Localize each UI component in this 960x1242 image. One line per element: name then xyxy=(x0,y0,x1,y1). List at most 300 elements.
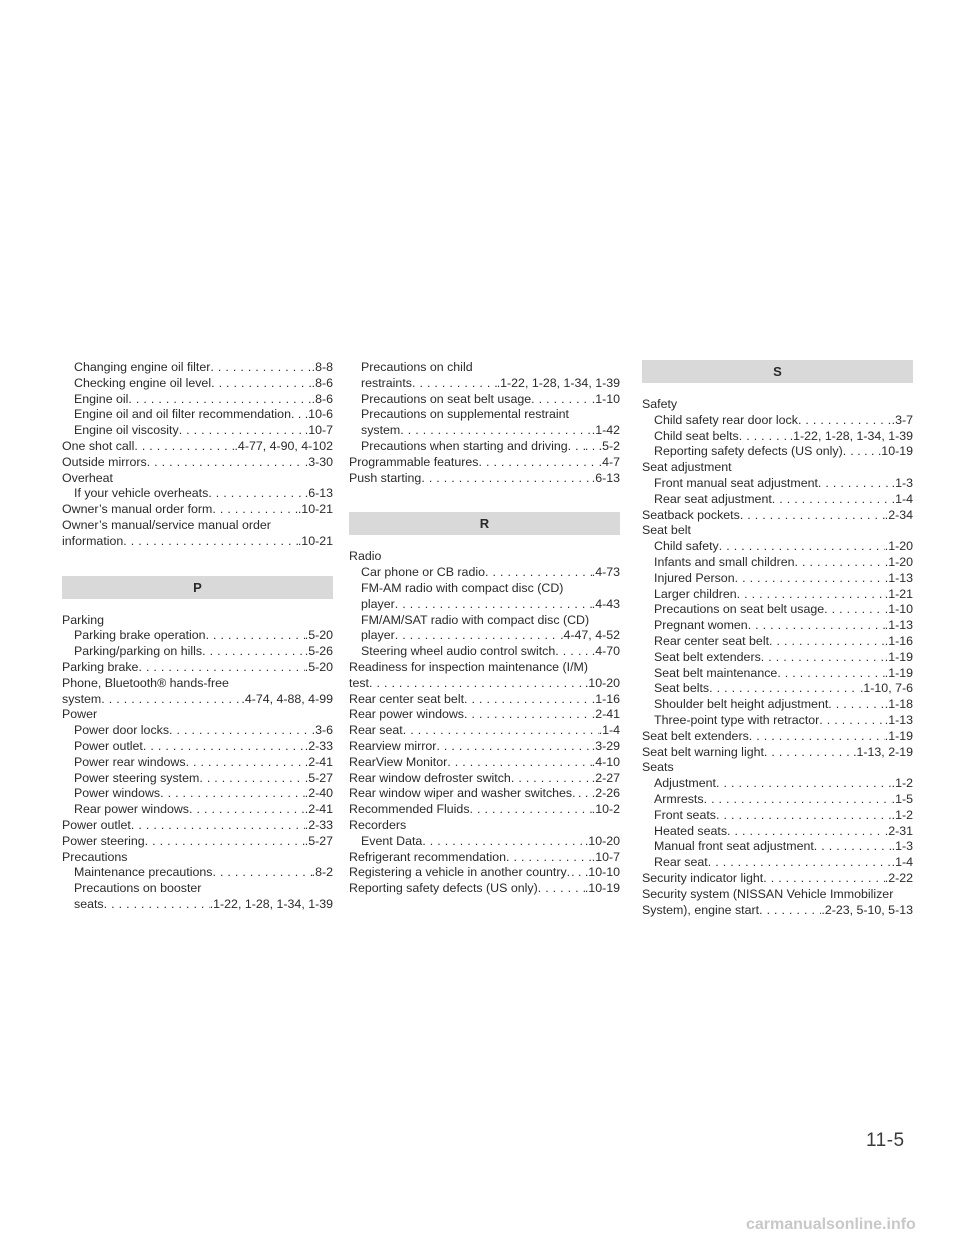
index-entry xyxy=(349,707,620,723)
dot-leader xyxy=(777,666,884,682)
index-entry xyxy=(62,707,333,723)
entry-label: Shoulder belt height adjustment xyxy=(654,697,829,712)
entry-page-ref: .8-8 xyxy=(311,360,333,374)
entry-label: Refrigerant recommendation xyxy=(349,849,507,864)
entry-page-ref: .1-3 xyxy=(891,475,913,490)
index-entry xyxy=(62,834,333,850)
entry-label: Security indicator light xyxy=(642,870,764,885)
index-entry xyxy=(349,786,620,802)
entry-page-ref: . .10-6 xyxy=(297,407,333,422)
entry-label: Power outlet xyxy=(74,738,143,753)
index-entry xyxy=(642,555,913,571)
index-entry xyxy=(62,818,333,834)
index-entry xyxy=(62,360,333,376)
entry-label: Safety xyxy=(642,397,678,411)
entry-label: Three-point type with retractor xyxy=(654,712,820,727)
index-entry xyxy=(642,776,913,792)
entry-label: Child safety xyxy=(654,539,719,554)
index-entry xyxy=(62,471,333,487)
entry-label: Power door locks xyxy=(74,723,170,738)
entry-label: Adjustment xyxy=(654,776,716,791)
entry-label: Parking brake operation xyxy=(74,628,206,643)
entry-page-ref: .8-6 xyxy=(311,391,333,406)
index-entry xyxy=(642,713,913,729)
entry-page-ref: .8-2 xyxy=(311,865,333,880)
dot-leader xyxy=(212,865,311,881)
entry-page-ref: .1-13, 2-19 xyxy=(853,744,913,759)
index-entry xyxy=(642,618,913,634)
entry-label: Engine oil viscosity xyxy=(74,423,179,438)
entry-page-ref: .2-23, 5-10, 5-13 xyxy=(821,902,913,917)
entry-page-ref: .2-22 xyxy=(884,870,913,885)
dot-leader xyxy=(772,492,892,508)
index-entry xyxy=(349,581,620,597)
dot-leader xyxy=(208,486,304,502)
entry-label: Precautions on booster xyxy=(74,881,202,896)
section-gap xyxy=(62,599,333,613)
entry-page-ref: .10-21 xyxy=(297,533,333,548)
entry-label: Larger children xyxy=(654,586,737,601)
entry-page-ref: .1-13 xyxy=(884,618,913,633)
entry-page-ref: .3-29 xyxy=(591,738,620,753)
entry-label: Front manual seat adjustment xyxy=(654,475,818,490)
dot-leader xyxy=(478,455,598,471)
dot-leader xyxy=(737,587,885,603)
dot-leader xyxy=(828,697,884,713)
index-entry xyxy=(349,565,620,581)
entry-page-ref: .1-22, 1-28, 1-34, 1-39 xyxy=(789,428,913,443)
dot-leader xyxy=(843,444,858,460)
index-entry xyxy=(642,571,913,587)
index-entry xyxy=(62,692,333,708)
entry-label: Maintenance precautions xyxy=(74,865,213,880)
section-gap xyxy=(642,383,913,397)
entry-label: FM/AM/SAT radio with compact disc (CD) xyxy=(361,612,590,627)
index-entry xyxy=(642,429,913,445)
entry-label: Seat belts xyxy=(654,681,710,696)
dot-leader xyxy=(824,602,885,618)
index-entry xyxy=(642,808,913,824)
dot-leader xyxy=(814,839,892,855)
entry-label: Push starting xyxy=(349,470,422,485)
entry-page-ref: .1-19 xyxy=(884,728,913,743)
entry-label: Seatback pockets xyxy=(642,507,740,522)
entry-page-ref: .5-20 xyxy=(304,628,333,643)
section-gap xyxy=(349,486,620,512)
entry-label: Reporting safety defects (US only) xyxy=(654,444,843,459)
section-gap xyxy=(349,535,620,549)
index-entry xyxy=(349,881,620,897)
entry-label: Phone, Bluetooth® hands-free xyxy=(62,675,229,690)
entry-label: One shot call xyxy=(62,438,135,453)
entry-label: Precautions on seat belt usage xyxy=(361,391,532,406)
dot-leader xyxy=(400,423,592,439)
entry-label: Seat belt maintenance xyxy=(654,665,778,680)
entry-page-ref: .3-6 xyxy=(311,723,333,738)
dot-leader xyxy=(464,707,592,723)
entry-page-ref: .1-10, 7-6 xyxy=(859,681,913,696)
entry-page-ref: .3-30 xyxy=(304,454,333,469)
index-entry xyxy=(349,549,620,565)
entry-label: Precautions on seat belt usage xyxy=(654,602,825,617)
entry-label: Rearview mirror xyxy=(349,738,437,753)
entry-page-ref: .10-19 xyxy=(584,881,620,896)
dot-leader xyxy=(147,455,305,471)
entry-label: Parking/parking on hills xyxy=(74,644,203,659)
index-entry xyxy=(349,771,620,787)
entry-page-ref: .2-31 xyxy=(884,823,913,838)
index-entry xyxy=(642,697,913,713)
index-entry xyxy=(62,802,333,818)
entry-label: seats xyxy=(74,896,104,911)
entry-label: Precautions xyxy=(62,849,128,864)
index-entry xyxy=(349,660,620,676)
entry-label: Registering a vehicle in another country xyxy=(349,865,567,880)
entry-label: Changing engine oil filter xyxy=(74,360,211,374)
dot-leader xyxy=(798,413,892,429)
index-entry xyxy=(62,755,333,771)
dot-leader xyxy=(395,628,560,644)
entry-label: Seat adjustment xyxy=(642,460,732,475)
index-entry xyxy=(349,834,620,850)
entry-label: RearView Monitor xyxy=(349,754,448,769)
index-entry xyxy=(642,460,913,476)
entry-page-ref: .1-10 xyxy=(591,391,620,406)
dot-leader xyxy=(716,776,892,792)
index-entry xyxy=(62,739,333,755)
index-entry xyxy=(642,539,913,555)
index-entry xyxy=(642,887,913,903)
index-entry xyxy=(349,613,620,629)
entry-label: Owner’s manual order form xyxy=(62,502,213,517)
index-entry xyxy=(62,392,333,408)
index-entry xyxy=(62,644,333,660)
entry-label: Parking xyxy=(62,612,105,627)
index-entry xyxy=(349,723,620,739)
entry-page-ref: .1-42 xyxy=(591,423,620,438)
index-entry xyxy=(62,518,333,534)
watermark-text: carmanualsonline.info xyxy=(746,1216,916,1233)
entry-page-ref: .5-27 xyxy=(304,770,333,785)
dot-leader xyxy=(819,713,884,729)
entry-label: Rear power windows xyxy=(74,802,190,817)
entry-label: player xyxy=(361,628,395,643)
entry-label: Owner’s manual/service manual order xyxy=(62,517,271,532)
entry-page-ref: . . .2-26 xyxy=(577,786,620,801)
entry-label: Programmable features xyxy=(349,454,479,469)
entry-page-ref: .1-3 xyxy=(891,839,913,854)
index-entry xyxy=(349,439,620,455)
index-entry xyxy=(349,644,620,660)
index-entry xyxy=(62,407,333,423)
entry-page-ref: .4-7 xyxy=(598,454,620,469)
entry-label: system xyxy=(361,423,401,438)
dot-leader xyxy=(206,628,305,644)
dot-leader xyxy=(143,739,305,755)
entry-page-ref: .10-20 xyxy=(584,675,620,690)
dot-leader xyxy=(369,676,585,692)
entry-label: Rear center seat belt xyxy=(349,691,465,706)
index-entry xyxy=(62,439,333,455)
entry-page-ref: . . .5-2 xyxy=(584,438,620,453)
dot-leader xyxy=(739,429,790,445)
dot-leader xyxy=(470,802,592,818)
index-entry xyxy=(642,413,913,429)
entry-page-ref: .5-20 xyxy=(304,659,333,674)
index-entry xyxy=(349,865,620,881)
entry-label: Seat belt extenders xyxy=(654,649,761,664)
dot-leader xyxy=(727,824,885,840)
index-entry xyxy=(62,865,333,881)
dot-leader xyxy=(447,755,592,771)
index-entry xyxy=(62,897,333,913)
entry-label: Seat belt xyxy=(642,523,691,538)
dot-leader xyxy=(464,692,592,708)
dot-leader xyxy=(101,692,241,708)
dot-leader xyxy=(403,723,599,739)
index-entry xyxy=(642,602,913,618)
entry-label: Outside mirrors xyxy=(62,454,147,469)
entry-page-ref: .1-5 xyxy=(891,791,913,806)
entry-label: System), engine start xyxy=(642,902,760,917)
index-entry xyxy=(349,676,620,692)
index-entry xyxy=(62,676,333,692)
entry-page-ref: .1-10 xyxy=(884,602,913,617)
dot-leader xyxy=(422,834,585,850)
entry-page-ref: .1-22, 1-28, 1-34, 1-39 xyxy=(496,375,620,390)
index-entry xyxy=(642,760,913,776)
index-entry xyxy=(642,855,913,871)
entry-label: Manual front seat adjustment xyxy=(654,839,814,854)
dot-leader xyxy=(291,407,298,423)
entry-label: Pregnant women xyxy=(654,618,748,633)
dot-leader xyxy=(511,771,592,787)
entry-label: Infants and small children xyxy=(654,554,795,569)
index-entry xyxy=(642,397,913,413)
index-entry xyxy=(62,786,333,802)
index-entry xyxy=(62,723,333,739)
entry-label: Engine oil xyxy=(74,391,129,406)
entry-page-ref: .4-43 xyxy=(591,596,620,611)
index-entry xyxy=(349,818,620,834)
dot-leader xyxy=(719,539,885,555)
entry-page-ref: .1-19 xyxy=(884,665,913,680)
entry-page-ref: .2-27 xyxy=(591,770,620,785)
entry-label: Reporting safety defects (US only) xyxy=(349,881,538,896)
index-entry xyxy=(642,587,913,603)
index-entry xyxy=(349,407,620,423)
entry-label: Precautions on supplemental restraint xyxy=(361,407,570,422)
index-entry xyxy=(62,628,333,644)
index-entry xyxy=(349,597,620,613)
entry-page-ref: .5-27 xyxy=(304,833,333,848)
index-entry xyxy=(642,745,913,761)
dot-leader xyxy=(199,771,304,787)
entry-label: Seat belt warning light xyxy=(642,744,764,759)
entry-label: If your vehicle overheats xyxy=(74,486,209,501)
index-entry xyxy=(349,423,620,439)
entry-label: Power steering system xyxy=(74,770,200,785)
dot-leader xyxy=(189,802,305,818)
index-entry xyxy=(642,824,913,840)
index-entry xyxy=(642,729,913,745)
index-entry xyxy=(642,650,913,666)
entry-label: Rear seat adjustment xyxy=(654,491,772,506)
dot-leader xyxy=(202,644,305,660)
section-header: R xyxy=(349,512,620,535)
entry-page-ref: .1-19 xyxy=(884,649,913,664)
index-entry xyxy=(349,739,620,755)
dot-leader xyxy=(128,392,311,408)
entry-page-ref: .4-77, 4-90, 4-102 xyxy=(234,438,333,453)
index-entry xyxy=(349,755,620,771)
dot-leader xyxy=(145,834,305,850)
index-entry xyxy=(62,376,333,392)
dot-leader xyxy=(186,755,305,771)
index-column-2 xyxy=(349,360,620,897)
section-gap xyxy=(62,550,333,576)
entry-page-ref: .3-7 xyxy=(891,412,913,427)
entry-label: Rear window wiper and washer switches xyxy=(349,786,573,801)
entry-label: Car phone or CB radio xyxy=(361,565,485,580)
section-header: S xyxy=(642,360,913,383)
entry-label: test xyxy=(349,675,369,690)
entry-page-ref: .5-26 xyxy=(304,644,333,659)
entry-label: Front seats xyxy=(654,807,716,822)
entry-label: Power steering xyxy=(62,833,145,848)
entry-page-ref: .6-13 xyxy=(591,470,620,485)
entry-page-ref: .10-2 xyxy=(591,802,620,817)
entry-page-ref: .1-18 xyxy=(884,697,913,712)
entry-label: Engine oil and oil filter recommendation xyxy=(74,407,291,422)
entry-label: Overheat xyxy=(62,470,113,485)
dot-leader xyxy=(716,808,892,824)
entry-page-ref: . . . .10-19 xyxy=(857,444,913,459)
index-entry xyxy=(62,881,333,897)
dot-leader xyxy=(211,376,312,392)
entry-page-ref: .1-21 xyxy=(884,586,913,601)
index-entry xyxy=(349,850,620,866)
section-header: P xyxy=(62,576,333,599)
index-entry xyxy=(642,792,913,808)
entry-label: Child seat belts xyxy=(654,428,739,443)
index-entry xyxy=(642,903,913,919)
entry-page-ref: .1-20 xyxy=(884,539,913,554)
entry-page-ref: .1-2 xyxy=(891,776,913,791)
entry-page-ref: .1-4 xyxy=(891,491,913,506)
dot-leader xyxy=(761,650,885,666)
entry-label: Checking engine oil level xyxy=(74,375,212,390)
entry-label: Security system (NISSAN Vehicle Immobilizer xyxy=(642,886,894,901)
dot-leader xyxy=(179,423,305,439)
dot-leader xyxy=(708,855,892,871)
index-entry xyxy=(642,476,913,492)
index-entry xyxy=(349,360,620,376)
dot-leader xyxy=(568,439,585,455)
entry-label: Rear center seat belt xyxy=(654,633,770,648)
entry-page-ref: .2-41 xyxy=(591,707,620,722)
dot-leader xyxy=(485,565,592,581)
dot-leader xyxy=(506,850,592,866)
entry-page-ref: .2-33 xyxy=(304,817,333,832)
index-entry xyxy=(349,802,620,818)
entry-label: Seats xyxy=(642,760,674,775)
dot-leader xyxy=(555,644,578,660)
dot-leader xyxy=(735,571,885,587)
entry-page-ref: .4-73 xyxy=(591,565,620,580)
dot-leader xyxy=(131,818,305,834)
dot-leader xyxy=(704,792,892,808)
dot-leader xyxy=(212,502,298,518)
entry-label: Radio xyxy=(349,549,382,564)
index-entry xyxy=(349,455,620,471)
dot-leader xyxy=(740,508,885,524)
entry-page-ref: .10-21 xyxy=(297,502,333,517)
dot-leader xyxy=(436,739,591,755)
dot-leader xyxy=(210,360,311,376)
index-entry xyxy=(349,376,620,392)
index-column-3 xyxy=(642,360,913,918)
dot-leader xyxy=(395,597,592,613)
entry-label: Power rear windows xyxy=(74,754,186,769)
entry-page-ref: .1-13 xyxy=(884,712,913,727)
dot-leader xyxy=(769,634,885,650)
entry-label: system xyxy=(62,691,102,706)
dot-leader xyxy=(538,881,585,897)
entry-page-ref: .2-41 xyxy=(304,754,333,769)
entry-page-ref: .4-10 xyxy=(591,754,620,769)
dot-leader xyxy=(748,618,885,634)
dot-leader xyxy=(169,723,312,739)
index-entry xyxy=(642,871,913,887)
entry-page-ref: .2-40 xyxy=(304,786,333,801)
entry-label: FM-AM radio with compact disc (CD) xyxy=(361,580,564,595)
entry-page-ref: .1-4 xyxy=(891,855,913,870)
index-column-1 xyxy=(62,360,333,913)
dot-leader xyxy=(709,681,860,697)
index-entry xyxy=(349,471,620,487)
entry-page-ref: .6-13 xyxy=(304,486,333,501)
index-entry xyxy=(349,692,620,708)
entry-page-ref: .10-7 xyxy=(591,849,620,864)
entry-label: information xyxy=(62,533,124,548)
entry-label: Child safety rear door lock xyxy=(654,412,798,427)
index-entry xyxy=(62,613,333,629)
dot-leader xyxy=(412,376,497,392)
dot-leader xyxy=(818,476,892,492)
index-entry xyxy=(642,444,913,460)
entry-page-ref: .1-13 xyxy=(884,570,913,585)
index-entry xyxy=(349,628,620,644)
index-entry xyxy=(642,839,913,855)
dot-leader xyxy=(764,745,853,761)
entry-label: Injured Person xyxy=(654,570,735,585)
index-entry xyxy=(642,666,913,682)
entry-page-ref: . . .10-10 xyxy=(571,865,620,880)
index-entry xyxy=(62,455,333,471)
index-entry xyxy=(62,850,333,866)
dot-leader xyxy=(763,871,885,887)
entry-page-ref: .2-33 xyxy=(304,738,333,753)
entry-label: Power xyxy=(62,707,98,722)
entry-page-ref: .4-47, 4-52 xyxy=(560,628,620,643)
entry-page-ref: .8-6 xyxy=(311,375,333,390)
index-entry xyxy=(62,534,333,550)
entry-page-ref: .10-7 xyxy=(304,423,333,438)
dot-leader xyxy=(531,392,592,408)
dot-leader xyxy=(795,555,885,571)
entry-label: Rear seat xyxy=(349,723,403,738)
